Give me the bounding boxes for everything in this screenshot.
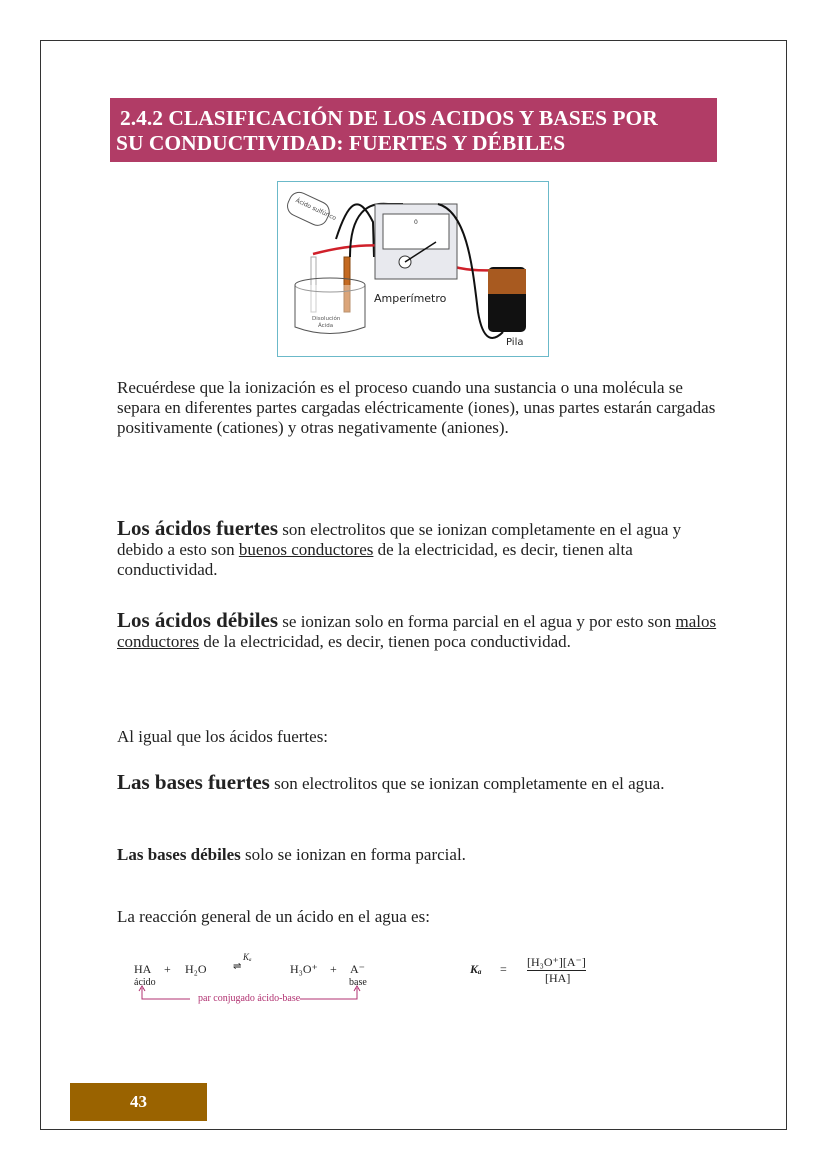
strong-acids-term: Los ácidos fuertes	[117, 516, 278, 540]
page-number: 43	[70, 1083, 207, 1121]
bad-conductors-text: malos conductores	[117, 612, 717, 651]
text: de la electricidad, es decir, tienen poca conductividad.	[199, 632, 571, 651]
weak-acids-term: Los ácidos débiles	[117, 608, 279, 632]
eq-ka: Kₐ	[470, 962, 482, 976]
good-conductors-text: buenos conductores	[238, 540, 374, 559]
battery-label: Pila	[506, 337, 524, 348]
meter-zero: 0	[414, 219, 418, 226]
equilibrium-arrow-icon: ⇌	[233, 961, 242, 972]
weak-bases-term: Las bases débiles	[117, 845, 241, 864]
conductivity-diagram	[278, 182, 547, 355]
battery-top	[488, 269, 526, 294]
acid-equation	[130, 952, 630, 1025]
same-as-paragraph: Al igual que los ácidos fuertes:	[117, 727, 329, 746]
strong-bases-paragraph	[117, 772, 717, 794]
eq-plus-2: +	[330, 962, 337, 976]
eq-plus: +	[164, 962, 171, 976]
beaker-label-2: Ácida	[318, 323, 334, 329]
eq-equals: =	[500, 962, 507, 976]
black-wire-left	[336, 204, 374, 257]
beaker-label: Disolución	[312, 316, 341, 322]
eq-acid-label: ácido	[134, 977, 156, 988]
eq-a-minus: A⁻	[350, 962, 365, 976]
reaction-intro: La reacción general de un ácido en el agua es:	[117, 907, 430, 926]
ammeter-label: Amperímetro	[374, 292, 447, 305]
conductivity-figure	[277, 181, 549, 357]
text: solo se ionizan en forma parcial.	[240, 845, 466, 864]
heading-line-1: 2.4.2 CLASIFICACIÓN DE LOS ACIDOS Y BASES POR	[120, 106, 658, 130]
eq-ha: HA	[134, 962, 152, 976]
eq-ka-arrow-label: Kₐ	[243, 952, 252, 962]
acid-bottle	[284, 189, 340, 232]
eq-base-label: base	[349, 977, 367, 988]
bottle-label: Ácido sulfúrico	[294, 197, 338, 223]
heading-line-2: SU CONDUCTIVIDAD: FUERTES Y DÉBILES	[116, 131, 566, 155]
intro-paragraph: Recuérdese que la ionización es el proceso cuando una sustancia o una molécula se separa en diferentes partes cargadas eléctricamente (iones), unas partes estarán cargadas positivamente (cationes) y otras negativamente (aniones).	[117, 378, 716, 437]
eq-h2o: H₂O	[185, 962, 207, 976]
eq-h3o: H₃O⁺	[290, 962, 318, 976]
eq-denominator: [HA]	[545, 971, 571, 985]
eq-pair-label: par conjugado ácido-base	[198, 993, 301, 1004]
text: de la electricidad, es decir, tienen alta conductividad.	[117, 540, 633, 579]
strong-acids-paragraph	[117, 518, 717, 580]
weak-bases-paragraph	[117, 845, 717, 865]
text: son electrolitos que se ionizan completamente en el agua y debido a esto son	[117, 520, 682, 559]
weak-acids-paragraph	[117, 610, 717, 652]
eq-numerator: [H₃O⁺][A⁻]	[527, 955, 586, 969]
text: son electrolitos que se ionizan completamente en el agua.	[269, 774, 665, 793]
text: se ionizan solo en forma parcial en el agua y por esto son	[278, 612, 676, 631]
strong-bases-term: Las bases fuertes	[117, 770, 270, 794]
section-heading	[110, 98, 717, 162]
